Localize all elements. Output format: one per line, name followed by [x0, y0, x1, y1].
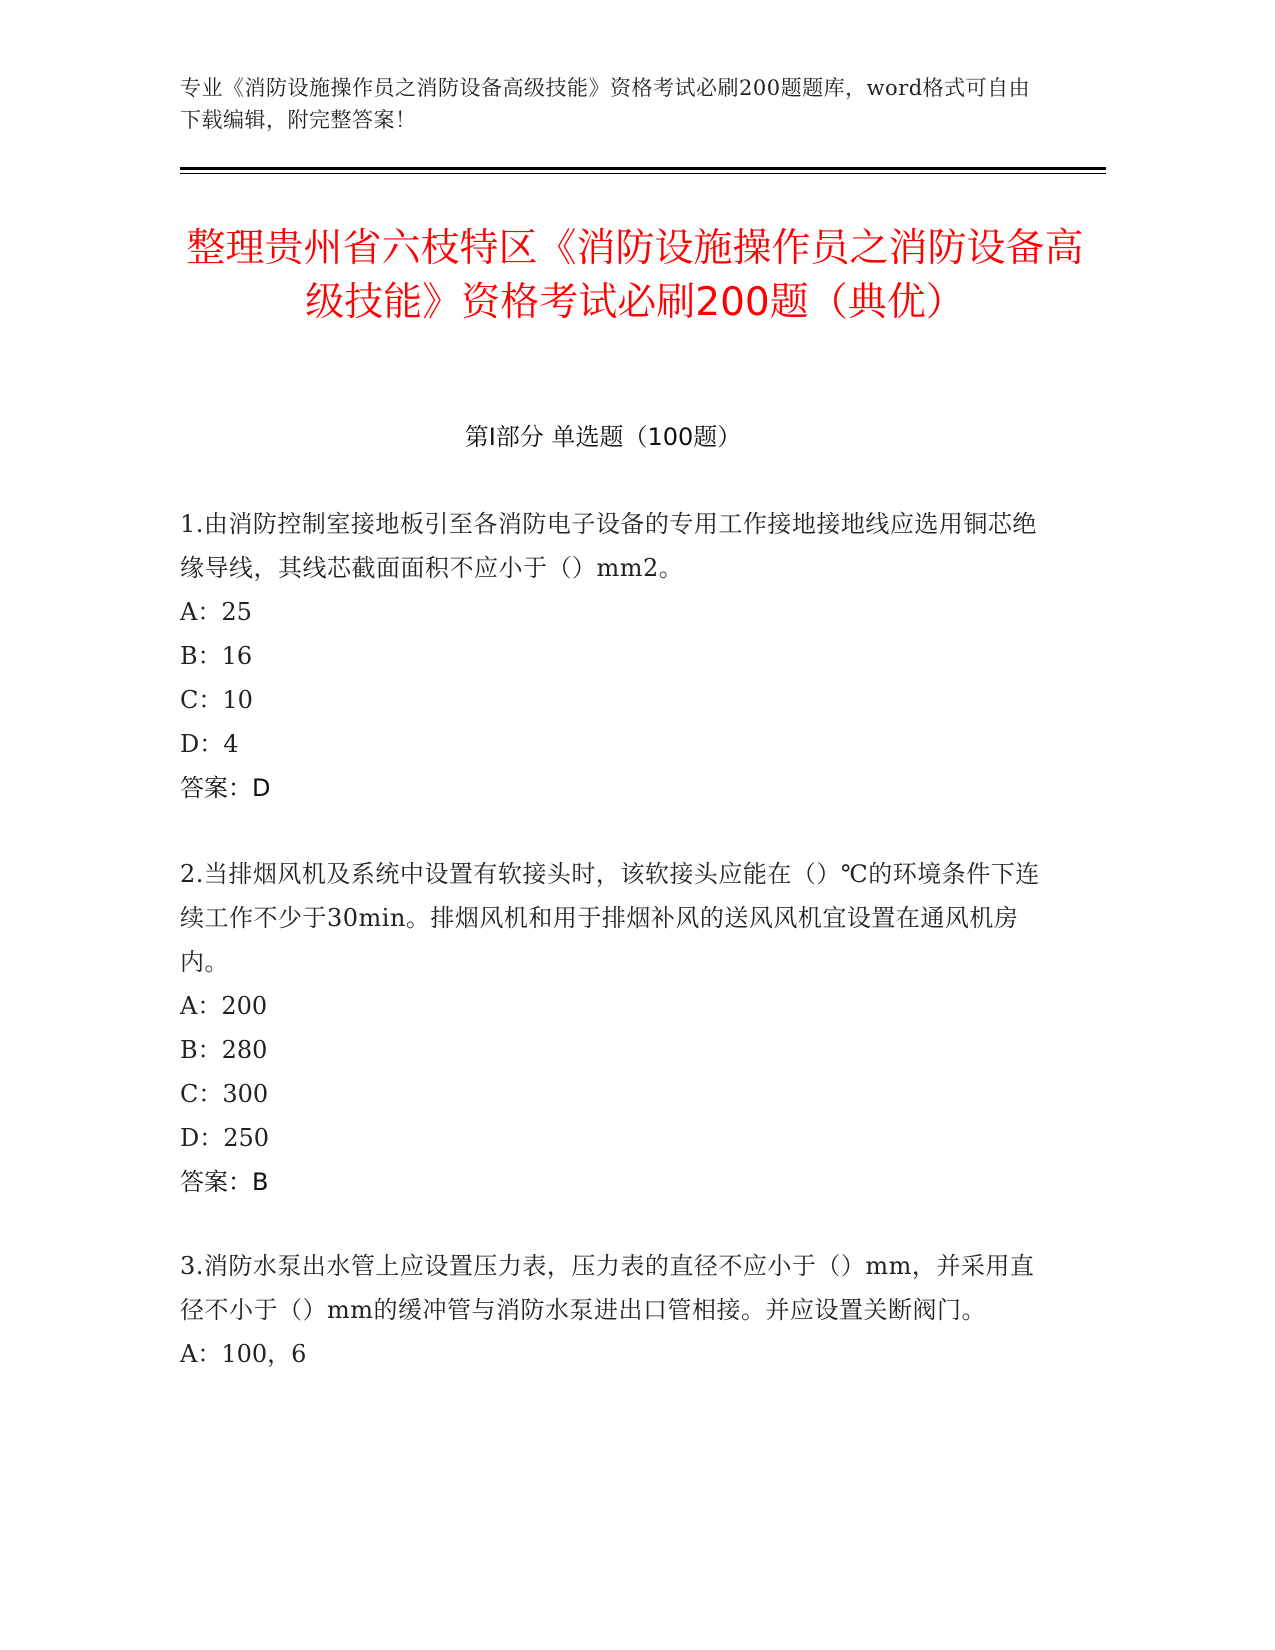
header-rule-thin: [180, 173, 1106, 174]
option-a: A：200: [180, 992, 268, 1020]
question-stem: 2.当排烟风机及系统中设置有软接头时，该软接头应能在（）℃的环境条件下连续工作不少于30min。排烟风机和用于排烟补风的送风风机宜设置在通风机房内。: [180, 860, 1040, 976]
option-c: C：300: [180, 1080, 269, 1108]
header-rule-thick: [180, 167, 1106, 170]
section-heading: 第I部分 单选题（100题）: [464, 423, 742, 451]
option-a: A：25: [180, 598, 252, 626]
option-b: B：280: [180, 1036, 268, 1064]
question-stem: 1.由消防控制室接地板引至各消防电子设备的专用工作接地接地线应选用铜芯绝缘导线，其线芯截面面积不应小于（）mm2。: [180, 510, 1037, 582]
header-note: 专业《消防设施操作员之消防设备高级技能》资格考试必刷200题题库，word格式可自由下载编辑，附完整答案！: [180, 76, 1031, 132]
answer: 答案：D: [180, 774, 271, 802]
option-b: B：16: [180, 642, 253, 670]
option-c: C：10: [180, 686, 253, 714]
option-a: A：100，6: [180, 1340, 307, 1368]
question-3: [180, 1244, 1040, 1376]
document-title: 整理贵州省六枝特区《消防设施操作员之消防设备高级技能》资格考试必刷200题（典优）: [186, 226, 1084, 325]
question-stem: 3.消防水泵出水管上应设置压力表，压力表的直径不应小于（）mm，并采用直径不小于（）mm的缓冲管与消防水泵进出口管相接。并应设置关断阀门。: [180, 1252, 1035, 1324]
option-d: D：4: [180, 730, 239, 758]
question-2: [180, 852, 1040, 1204]
answer: 答案：B: [180, 1168, 269, 1196]
option-d: D：250: [180, 1124, 270, 1152]
question-1: [180, 502, 1040, 810]
